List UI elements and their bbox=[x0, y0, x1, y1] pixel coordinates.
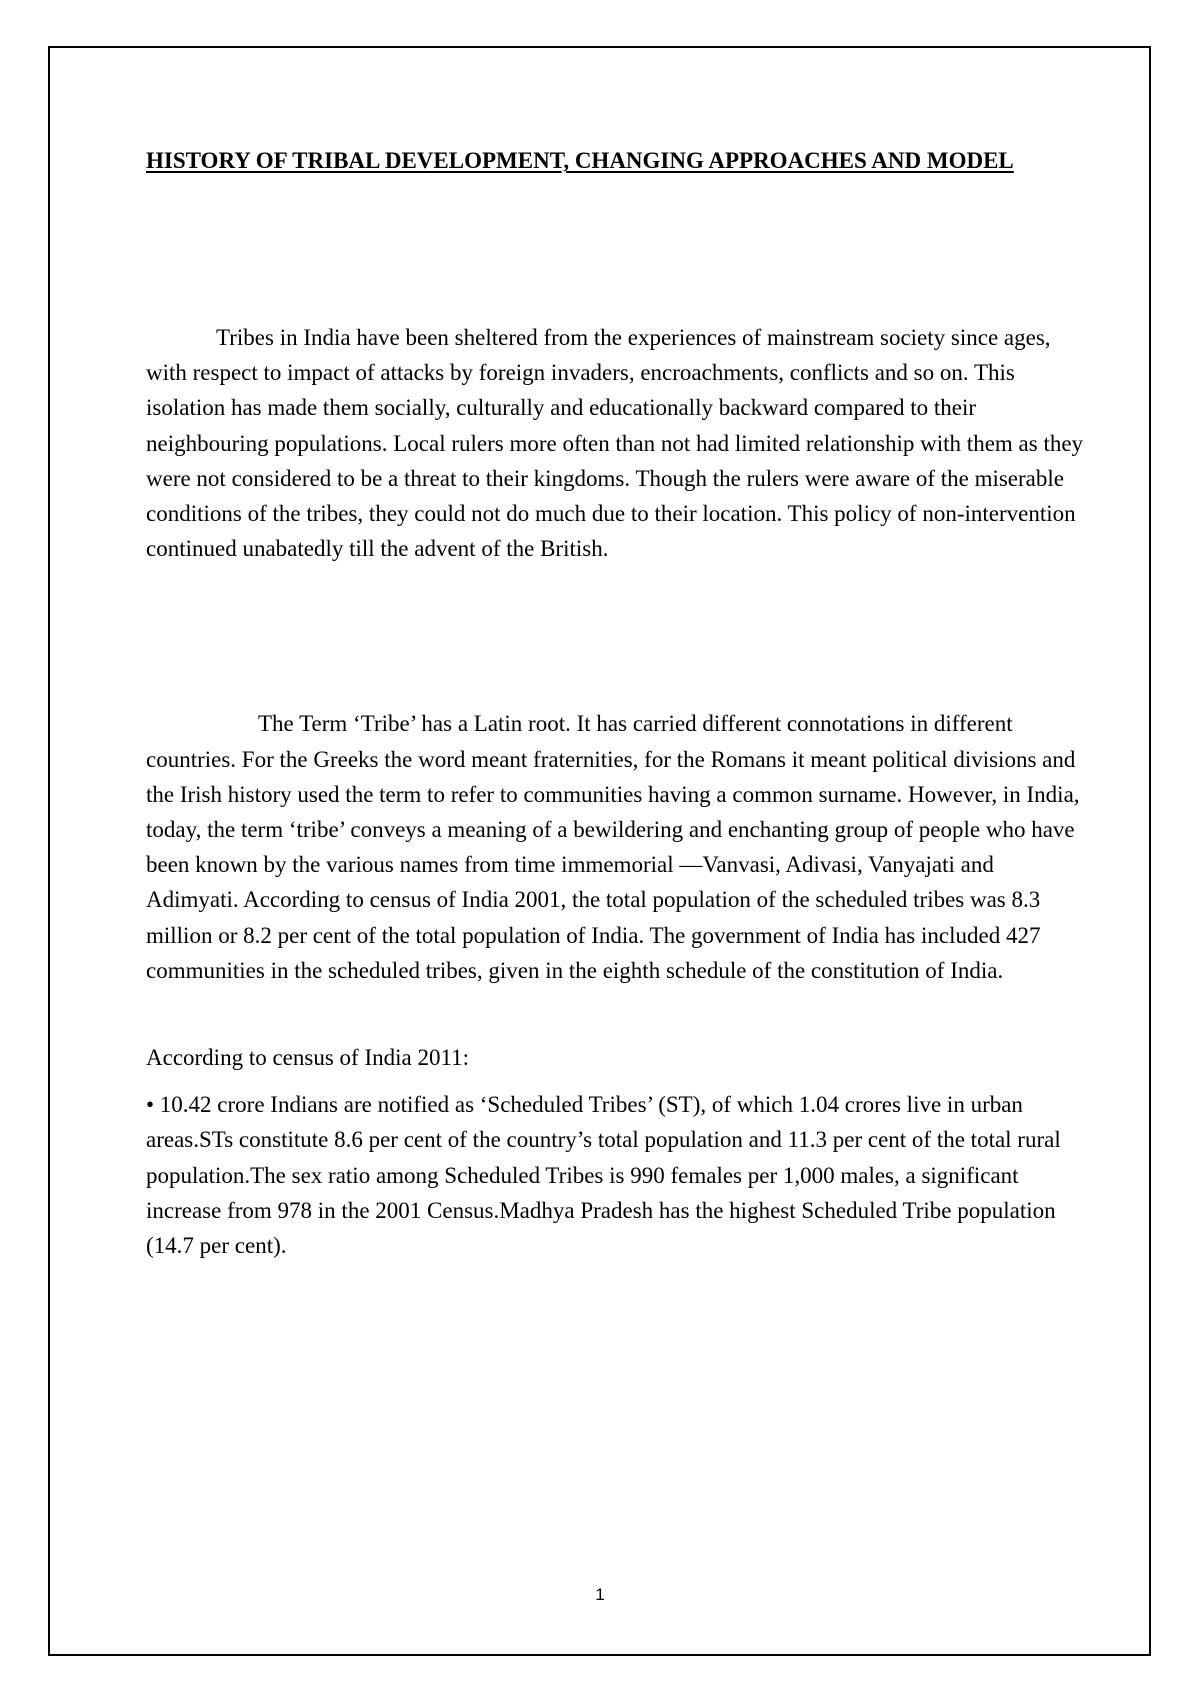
document-title: HISTORY OF TRIBAL DEVELOPMENT, CHANGING APPROACHES AND MODEL bbox=[146, 148, 1014, 173]
paragraph-tribes-isolation: Tribes in India have been sheltered from the experiences of mainstream society since ages, with respect to impact of attacks by foreign invaders, encroachments, conflicts and so on. This isolation has made them socially, culturally and educationally backward compared to their neighbouring populations. Local rulers more often than not had limited relationship with them as they were not considered to be a threat to their kingdoms. Though the rulers were aware of the miserable conditions of the tribes, they could not do much due to their location. This policy of non-intervention continued unabatedly till the advent of the British. bbox=[146, 325, 1084, 562]
paragraph-term-tribe: The Term ‘Tribe’ has a Latin root. It has carried different connotations in different countries. For the Greeks the word meant fraternities, for the Romans it meant political divisions and the Irish history used the term to refer to communities having a common surname. However, in India, today, the term ‘tribe’ conveys a meaning of a bewildering and enchanting group of people who have been known by the various names from time immemorial —Vanvasi, Adivasi, Vanyajati and Adimyati. According to census of India 2001, the total population of the scheduled tribes was 8.3 million or 8.2 per cent of the total population of India. The government of India has included 427 communities in the scheduled tribes, given in the eighth schedule of the constitution of India. bbox=[146, 711, 1080, 983]
census-2011-heading: According to census of India 2011: bbox=[146, 1045, 469, 1071]
census-2011-bullet: • 10.42 crore Indians are notified as ‘Scheduled Tribes’ (ST), of which 1.04 crores live in urban areas.STs constitute 8.6 per cent of the country’s total population and 11.3 per cent of the total rural population.The sex ratio among Scheduled Tribes is 990 females per 1,000 males, a significant increase from 978 in the 2001 Census.Madhya Pradesh has the highest Scheduled Tribe population (14.7 per cent). bbox=[146, 1092, 1061, 1259]
document-body bbox=[146, 145, 1086, 1263]
page-number: 1 bbox=[595, 1585, 605, 1604]
